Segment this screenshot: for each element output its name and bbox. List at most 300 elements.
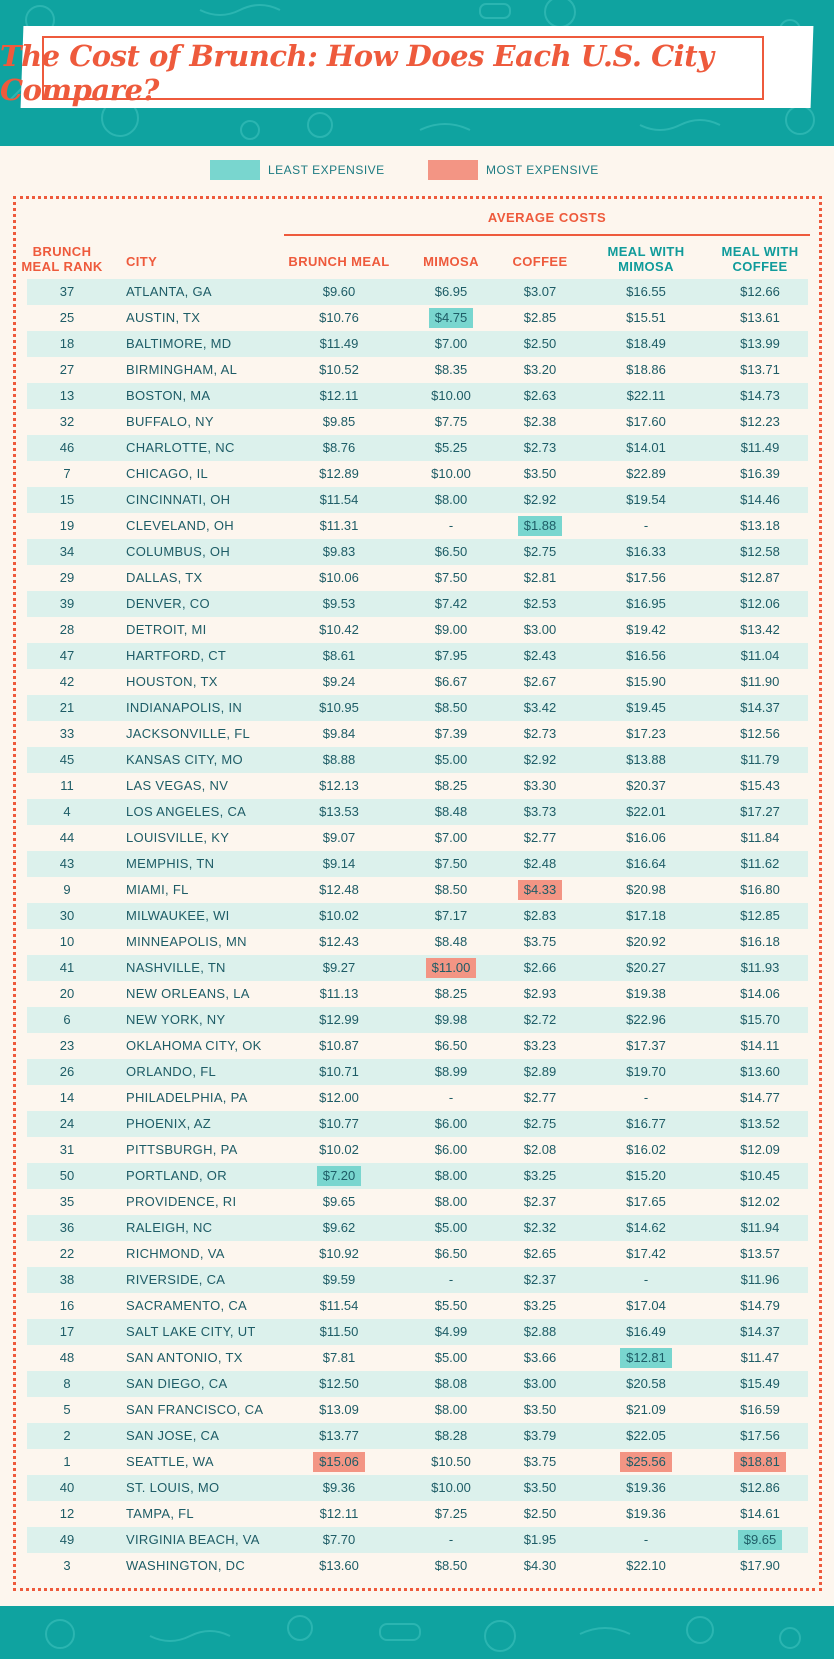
mimosa-cell: $6.50 xyxy=(434,1246,468,1261)
table-row xyxy=(27,799,808,825)
rank-cell: 31 xyxy=(59,1142,75,1157)
table-row xyxy=(27,461,808,487)
meal-with-mimosa-cell: $20.98 xyxy=(626,882,666,897)
city-cell: BOSTON, MA xyxy=(126,388,211,403)
meal-with-mimosa-cell: $14.01 xyxy=(626,440,666,455)
meal-with-coffee-cell: $12.56 xyxy=(740,726,780,741)
header-mimosa: MIMOSA xyxy=(423,254,479,269)
header-city: CITY xyxy=(126,254,158,269)
footer-band xyxy=(0,1606,834,1659)
city-cell: RICHMOND, VA xyxy=(126,1246,225,1261)
city-cell: COLUMBUS, OH xyxy=(126,544,231,559)
rank-cell: 10 xyxy=(59,934,75,949)
food-doodle-pattern-footer xyxy=(0,1606,834,1659)
meal-with-coffee-cell: $11.04 xyxy=(740,648,780,663)
meal-with-coffee-cell: $17.90 xyxy=(740,1558,780,1573)
city-cell: ATLANTA, GA xyxy=(126,284,212,299)
brunch-meal-cell: $10.77 xyxy=(319,1116,359,1131)
city-cell: JACKSONVILLE, FL xyxy=(126,726,251,741)
coffee-cell: $2.72 xyxy=(523,1012,557,1027)
meal-with-mimosa-cell: $16.64 xyxy=(626,856,666,871)
table-row xyxy=(27,695,808,721)
table-row xyxy=(27,773,808,799)
brunch-meal-cell: $7.70 xyxy=(322,1532,356,1547)
meal-with-coffee-cell: $14.37 xyxy=(740,700,780,715)
city-cell: BIRMINGHAM, AL xyxy=(126,362,238,377)
meal-with-mimosa-cell: - xyxy=(643,1532,649,1547)
brunch-meal-cell: $10.76 xyxy=(319,310,359,325)
most-expensive-highlight: $11.00 xyxy=(426,958,477,978)
rank-cell: 46 xyxy=(59,440,75,455)
mimosa-cell xyxy=(406,305,496,331)
coffee-cell: $2.50 xyxy=(523,336,557,351)
coffee-cell: $2.73 xyxy=(523,440,557,455)
coffee-cell: $2.08 xyxy=(523,1142,557,1157)
meal-with-coffee-cell xyxy=(710,1527,810,1553)
mimosa-cell: $8.25 xyxy=(434,778,468,793)
meal-with-coffee-cell: $13.18 xyxy=(740,518,780,533)
meal-with-coffee-cell: $16.39 xyxy=(740,466,780,481)
mimosa-cell: $6.95 xyxy=(434,284,468,299)
city-cell: AUSTIN, TX xyxy=(126,310,201,325)
meal-with-coffee-cell: $12.66 xyxy=(740,284,780,299)
rank-cell: 38 xyxy=(59,1272,75,1287)
meal-with-mimosa-cell: $19.38 xyxy=(626,986,666,1001)
rank-cell: 9 xyxy=(63,882,71,897)
meal-with-coffee-cell: $12.85 xyxy=(740,908,780,923)
meal-with-coffee-cell: $17.27 xyxy=(740,804,780,819)
brunch-meal-cell: $9.07 xyxy=(322,830,356,845)
city-cell: DETROIT, MI xyxy=(126,622,207,637)
rank-cell: 30 xyxy=(59,908,75,923)
mimosa-cell: $6.50 xyxy=(434,1038,468,1053)
rank-cell: 29 xyxy=(59,570,75,585)
rank-cell: 12 xyxy=(59,1506,75,1521)
average-costs-rule xyxy=(284,234,810,236)
coffee-cell: $2.89 xyxy=(523,1064,557,1079)
coffee-cell: $3.66 xyxy=(523,1350,557,1365)
brunch-meal-cell: $10.71 xyxy=(319,1064,359,1079)
coffee-cell: $2.67 xyxy=(523,674,557,689)
meal-with-coffee-cell: $11.79 xyxy=(740,752,780,767)
coffee-cell: $2.92 xyxy=(523,752,557,767)
meal-with-mimosa-cell: $20.27 xyxy=(626,960,666,975)
mimosa-cell: $8.00 xyxy=(434,1402,468,1417)
meal-with-coffee-cell: $14.06 xyxy=(740,986,780,1001)
coffee-cell: $3.23 xyxy=(523,1038,557,1053)
least-expensive-highlight: $9.65 xyxy=(738,1530,783,1550)
coffee-cell: $3.50 xyxy=(523,1402,557,1417)
meal-with-coffee-cell: $12.87 xyxy=(740,570,780,585)
mimosa-cell: $8.50 xyxy=(434,882,468,897)
rank-cell: 37 xyxy=(59,284,75,299)
coffee-cell: $3.50 xyxy=(523,466,557,481)
table-row xyxy=(27,1527,808,1553)
brunch-meal-cell: $13.09 xyxy=(319,1402,359,1417)
meal-with-mimosa-cell: $17.37 xyxy=(626,1038,666,1053)
brunch-meal-cell: $9.62 xyxy=(322,1220,356,1235)
legend-most xyxy=(428,160,599,180)
rank-cell: 25 xyxy=(59,310,75,325)
rank-cell: 1 xyxy=(63,1454,71,1469)
brunch-meal-cell: $12.50 xyxy=(319,1376,359,1391)
table-row xyxy=(27,1345,808,1371)
table-row xyxy=(27,409,808,435)
table-row xyxy=(27,1267,808,1293)
brunch-meal-cell: $7.81 xyxy=(322,1350,356,1365)
brunch-meal-cell: $8.88 xyxy=(322,752,356,767)
coffee-cell: $3.25 xyxy=(523,1168,557,1183)
rank-cell: 2 xyxy=(63,1428,71,1443)
most-expensive-highlight: $18.81 xyxy=(734,1452,786,1472)
mimosa-cell: $7.17 xyxy=(434,908,468,923)
meal-with-coffee-cell: $13.42 xyxy=(740,622,780,637)
mimosa-cell: $9.00 xyxy=(434,622,468,637)
meal-with-coffee-cell: $14.37 xyxy=(740,1324,780,1339)
coffee-cell xyxy=(500,513,580,539)
rank-cell: 45 xyxy=(59,752,75,767)
brunch-meal-cell: $11.31 xyxy=(319,518,359,533)
meal-with-coffee-cell: $12.02 xyxy=(740,1194,780,1209)
city-cell: SALT LAKE CITY, UT xyxy=(126,1324,256,1339)
mimosa-cell: $4.99 xyxy=(434,1324,468,1339)
city-cell: NEW YORK, NY xyxy=(126,1012,226,1027)
meal-with-coffee-cell: $11.94 xyxy=(740,1220,780,1235)
meal-with-mimosa-cell: $17.23 xyxy=(626,726,666,741)
rank-cell: 16 xyxy=(59,1298,75,1313)
header-coffee: COFFEE xyxy=(512,254,568,269)
mimosa-cell: $5.50 xyxy=(434,1298,468,1313)
city-cell: MIAMI, FL xyxy=(126,882,189,897)
brunch-meal-cell: $10.06 xyxy=(319,570,359,585)
table-row xyxy=(27,617,808,643)
city-cell: MEMPHIS, TN xyxy=(126,856,215,871)
least-expensive-highlight: $1.88 xyxy=(518,516,563,536)
meal-with-coffee-cell: $12.09 xyxy=(740,1142,780,1157)
table-row xyxy=(27,1475,808,1501)
most-expensive-highlight: $25.56 xyxy=(620,1452,672,1472)
mimosa-cell: $8.35 xyxy=(434,362,468,377)
rank-cell: 43 xyxy=(59,856,75,871)
meal-with-mimosa-cell xyxy=(596,1449,696,1475)
meal-with-coffee-cell: $14.61 xyxy=(740,1506,780,1521)
brunch-meal-cell: $11.13 xyxy=(319,986,359,1001)
meal-with-coffee-cell: $16.18 xyxy=(740,934,780,949)
header-rank: BRUNCH MEAL RANK xyxy=(21,244,103,274)
coffee-cell: $2.77 xyxy=(523,1090,557,1105)
rank-cell: 33 xyxy=(59,726,75,741)
rank-cell: 26 xyxy=(59,1064,75,1079)
mimosa-cell: $8.50 xyxy=(434,700,468,715)
least-expensive-highlight: $12.81 xyxy=(620,1348,672,1368)
meal-with-mimosa-cell: $22.05 xyxy=(626,1428,666,1443)
coffee-cell: $2.53 xyxy=(523,596,557,611)
coffee-cell: $2.66 xyxy=(523,960,557,975)
mimosa-cell: - xyxy=(448,1090,454,1105)
brunch-meal-cell: $10.92 xyxy=(319,1246,359,1261)
table-row xyxy=(27,981,808,1007)
brunch-meal-cell: $12.11 xyxy=(319,1506,359,1521)
meal-with-coffee-cell: $13.99 xyxy=(740,336,780,351)
coffee-cell: $2.83 xyxy=(523,908,557,923)
mimosa-cell: $7.00 xyxy=(434,336,468,351)
coffee-cell: $3.20 xyxy=(523,362,557,377)
mimosa-cell: $10.00 xyxy=(431,1480,471,1495)
brunch-meal-cell: $13.77 xyxy=(319,1428,359,1443)
city-cell: MINNEAPOLIS, MN xyxy=(126,934,247,949)
meal-with-mimosa-cell: $19.36 xyxy=(626,1506,666,1521)
coffee-cell: $2.92 xyxy=(523,492,557,507)
coffee-cell: $2.81 xyxy=(523,570,557,585)
brunch-meal-cell xyxy=(284,1449,394,1475)
legend-most-label: MOST EXPENSIVE xyxy=(486,163,599,177)
rank-cell: 28 xyxy=(59,622,75,637)
table-row xyxy=(27,877,808,903)
meal-with-coffee-cell: $13.71 xyxy=(740,362,780,377)
brunch-meal-cell: $11.49 xyxy=(319,336,359,351)
coffee-cell: $3.79 xyxy=(523,1428,557,1443)
city-cell: SAN FRANCISCO, CA xyxy=(126,1402,264,1417)
mimosa-cell: $7.75 xyxy=(434,414,468,429)
legend-least-label: LEAST EXPENSIVE xyxy=(268,163,385,177)
rank-cell: 13 xyxy=(59,388,75,403)
table-row xyxy=(27,1085,808,1111)
mimosa-cell: $8.28 xyxy=(434,1428,468,1443)
meal-with-mimosa-cell: $22.01 xyxy=(626,804,666,819)
rank-cell: 8 xyxy=(63,1376,71,1391)
mimosa-cell: $8.50 xyxy=(434,1558,468,1573)
mimosa-cell: $8.99 xyxy=(434,1064,468,1079)
mimosa-cell: - xyxy=(448,518,454,533)
brunch-meal-cell: $12.48 xyxy=(319,882,359,897)
mimosa-cell: $8.00 xyxy=(434,492,468,507)
city-cell: PROVIDENCE, RI xyxy=(126,1194,237,1209)
most-expensive-highlight: $4.33 xyxy=(518,880,563,900)
meal-with-coffee-cell: $11.62 xyxy=(740,856,780,871)
city-cell: DALLAS, TX xyxy=(126,570,203,585)
rank-cell: 7 xyxy=(63,466,71,481)
meal-with-mimosa-cell: - xyxy=(643,1272,649,1287)
meal-with-coffee-cell: $13.60 xyxy=(740,1064,780,1079)
rank-cell: 17 xyxy=(59,1324,75,1339)
brunch-meal-cell: $12.89 xyxy=(319,466,359,481)
rank-cell: 21 xyxy=(59,700,75,715)
meal-with-mimosa-cell: $22.10 xyxy=(626,1558,666,1573)
rank-cell: 39 xyxy=(59,596,75,611)
rank-cell: 11 xyxy=(60,778,74,793)
brunch-meal-cell: $13.53 xyxy=(319,804,359,819)
rank-cell: 48 xyxy=(59,1350,75,1365)
rank-cell: 47 xyxy=(59,648,75,663)
table-row xyxy=(27,1319,808,1345)
city-cell: NEW ORLEANS, LA xyxy=(126,986,250,1001)
meal-with-mimosa-cell: $19.36 xyxy=(626,1480,666,1495)
meal-with-coffee-cell: $14.73 xyxy=(740,388,780,403)
coffee-cell xyxy=(500,877,580,903)
meal-with-mimosa-cell: $20.58 xyxy=(626,1376,666,1391)
coffee-cell: $2.75 xyxy=(523,544,557,559)
rank-cell: 15 xyxy=(59,492,75,507)
city-cell: HOUSTON, TX xyxy=(126,674,218,689)
city-cell: TAMPA, FL xyxy=(126,1506,194,1521)
meal-with-mimosa-cell: $22.96 xyxy=(626,1012,666,1027)
meal-with-coffee-cell: $11.96 xyxy=(740,1272,780,1287)
meal-with-mimosa-cell: $20.92 xyxy=(626,934,666,949)
brunch-meal-cell: $10.02 xyxy=(319,1142,359,1157)
coffee-cell: $2.43 xyxy=(523,648,557,663)
rank-cell: 41 xyxy=(59,960,75,975)
mimosa-cell: $8.25 xyxy=(434,986,468,1001)
brunch-meal-cell: $11.54 xyxy=(319,492,359,507)
table-row xyxy=(27,643,808,669)
brunch-meal-cell: $10.95 xyxy=(319,700,359,715)
table-row xyxy=(27,903,808,929)
rank-cell: 14 xyxy=(59,1090,75,1105)
meal-with-mimosa-cell: $20.37 xyxy=(626,778,666,793)
meal-with-coffee-cell: $11.84 xyxy=(740,830,780,845)
mimosa-cell: $5.00 xyxy=(434,1220,468,1235)
mimosa-cell: $6.00 xyxy=(434,1142,468,1157)
meal-with-mimosa-cell: $16.02 xyxy=(626,1142,666,1157)
table-row xyxy=(27,851,808,877)
brunch-meal-cell: $12.00 xyxy=(319,1090,359,1105)
coffee-cell: $3.75 xyxy=(523,934,557,949)
coffee-cell: $3.42 xyxy=(523,700,557,715)
city-cell: CLEVELAND, OH xyxy=(126,518,234,533)
mimosa-cell: $5.00 xyxy=(434,752,468,767)
meal-with-mimosa-cell: $15.20 xyxy=(626,1168,666,1183)
table-row xyxy=(27,1007,808,1033)
brunch-meal-cell: $12.99 xyxy=(319,1012,359,1027)
meal-with-mimosa-cell: $16.06 xyxy=(626,830,666,845)
city-cell: MILWAUKEE, WI xyxy=(126,908,230,923)
table-row xyxy=(27,305,808,331)
mimosa-cell: $8.48 xyxy=(434,804,468,819)
coffee-cell: $4.30 xyxy=(523,1558,557,1573)
city-cell: LAS VEGAS, NV xyxy=(126,778,229,793)
table-row xyxy=(27,383,808,409)
meal-with-coffee-cell: $11.49 xyxy=(740,440,780,455)
brunch-meal-cell: $9.24 xyxy=(322,674,356,689)
coffee-cell: $3.75 xyxy=(523,1454,557,1469)
city-cell: SAN JOSE, CA xyxy=(126,1428,220,1443)
meal-with-coffee-cell: $17.56 xyxy=(740,1428,780,1443)
rank-cell: 3 xyxy=(63,1558,71,1573)
coffee-cell: $3.30 xyxy=(523,778,557,793)
table-row xyxy=(27,1371,808,1397)
least-expensive-highlight: $7.20 xyxy=(317,1166,362,1186)
table-row xyxy=(27,955,808,981)
coffee-cell: $3.00 xyxy=(523,1376,557,1391)
rank-cell: 27 xyxy=(59,362,75,377)
meal-with-mimosa-cell: $19.70 xyxy=(626,1064,666,1079)
mimosa-cell: $7.95 xyxy=(434,648,468,663)
meal-with-mimosa-cell: $16.77 xyxy=(626,1116,666,1131)
mimosa-cell: $8.00 xyxy=(434,1194,468,1209)
mimosa-cell: $6.67 xyxy=(434,674,468,689)
rank-cell: 50 xyxy=(59,1168,75,1183)
meal-with-coffee-cell: $15.49 xyxy=(740,1376,780,1391)
brunch-meal-cell: $9.59 xyxy=(322,1272,356,1287)
meal-with-coffee-cell: $14.77 xyxy=(740,1090,780,1105)
meal-with-mimosa-cell: $16.95 xyxy=(626,596,666,611)
coffee-cell: $2.93 xyxy=(523,986,557,1001)
rank-cell: 18 xyxy=(59,336,75,351)
table-row xyxy=(27,331,808,357)
meal-with-mimosa-cell: $19.42 xyxy=(626,622,666,637)
rank-cell: 5 xyxy=(63,1402,71,1417)
mimosa-cell: $7.00 xyxy=(434,830,468,845)
meal-with-mimosa-cell: $21.09 xyxy=(626,1402,666,1417)
meal-with-mimosa-cell: - xyxy=(643,1090,649,1105)
city-cell: ORLANDO, FL xyxy=(126,1064,216,1079)
city-cell: KANSAS CITY, MO xyxy=(126,752,243,767)
meal-with-mimosa-cell: $17.42 xyxy=(626,1246,666,1261)
city-cell: VIRGINIA BEACH, VA xyxy=(126,1532,260,1547)
brunch-meal-cell: $9.83 xyxy=(322,544,356,559)
mimosa-cell: $8.48 xyxy=(434,934,468,949)
most-expensive-highlight: $15.06 xyxy=(313,1452,365,1472)
city-cell: PITTSBURGH, PA xyxy=(126,1142,238,1157)
meal-with-coffee-cell: $12.58 xyxy=(740,544,780,559)
brunch-meal-cell: $9.14 xyxy=(322,856,356,871)
meal-with-coffee-cell: $15.70 xyxy=(740,1012,780,1027)
city-cell: NASHVILLE, TN xyxy=(126,960,226,975)
city-cell: WASHINGTON, DC xyxy=(126,1558,246,1573)
city-cell: LOS ANGELES, CA xyxy=(126,804,247,819)
table-row xyxy=(27,1215,808,1241)
meal-with-coffee-cell: $11.90 xyxy=(740,674,780,689)
table-row xyxy=(27,435,808,461)
mimosa-cell: $8.00 xyxy=(434,1168,468,1183)
rank-cell: 49 xyxy=(59,1532,75,1547)
coffee-cell: $2.75 xyxy=(523,1116,557,1131)
brunch-meal-cell: $9.65 xyxy=(322,1194,356,1209)
meal-with-mimosa-cell: $14.62 xyxy=(626,1220,666,1235)
meal-with-coffee-cell: $13.52 xyxy=(740,1116,780,1131)
meal-with-mimosa-cell: $17.04 xyxy=(626,1298,666,1313)
meal-with-coffee-cell: $13.61 xyxy=(740,310,780,325)
meal-with-mimosa-cell: $19.45 xyxy=(626,700,666,715)
mimosa-cell: - xyxy=(448,1272,454,1287)
coffee-cell: $2.85 xyxy=(523,310,557,325)
mimosa-cell: $10.50 xyxy=(431,1454,471,1469)
table-row xyxy=(27,279,808,305)
rank-cell: 6 xyxy=(63,1012,71,1027)
city-cell: PORTLAND, OR xyxy=(126,1168,227,1183)
city-cell: INDIANAPOLIS, IN xyxy=(126,700,243,715)
rank-cell: 44 xyxy=(59,830,75,845)
rank-cell: 42 xyxy=(59,674,75,689)
least-swatch xyxy=(210,160,260,180)
brunch-meal-cell: $13.60 xyxy=(319,1558,359,1573)
brunch-meal-cell: $10.87 xyxy=(319,1038,359,1053)
meal-with-coffee-cell: $12.23 xyxy=(740,414,780,429)
brunch-meal-cell: $9.84 xyxy=(322,726,356,741)
meal-with-mimosa-cell: $18.49 xyxy=(626,336,666,351)
rank-cell: 23 xyxy=(59,1038,75,1053)
page-title: The Cost of Brunch: How Does Each U.S. City Compare? xyxy=(0,39,714,107)
meal-with-mimosa-cell: - xyxy=(643,518,649,533)
meal-with-coffee-cell: $14.79 xyxy=(740,1298,780,1313)
coffee-cell: $3.00 xyxy=(523,622,557,637)
meal-with-mimosa-cell: $17.18 xyxy=(626,908,666,923)
coffee-cell: $3.25 xyxy=(523,1298,557,1313)
coffee-cell: $2.37 xyxy=(523,1272,557,1287)
city-cell: PHOENIX, AZ xyxy=(126,1116,211,1131)
meal-with-mimosa-cell: $17.56 xyxy=(626,570,666,585)
rank-cell: 34 xyxy=(59,544,75,559)
